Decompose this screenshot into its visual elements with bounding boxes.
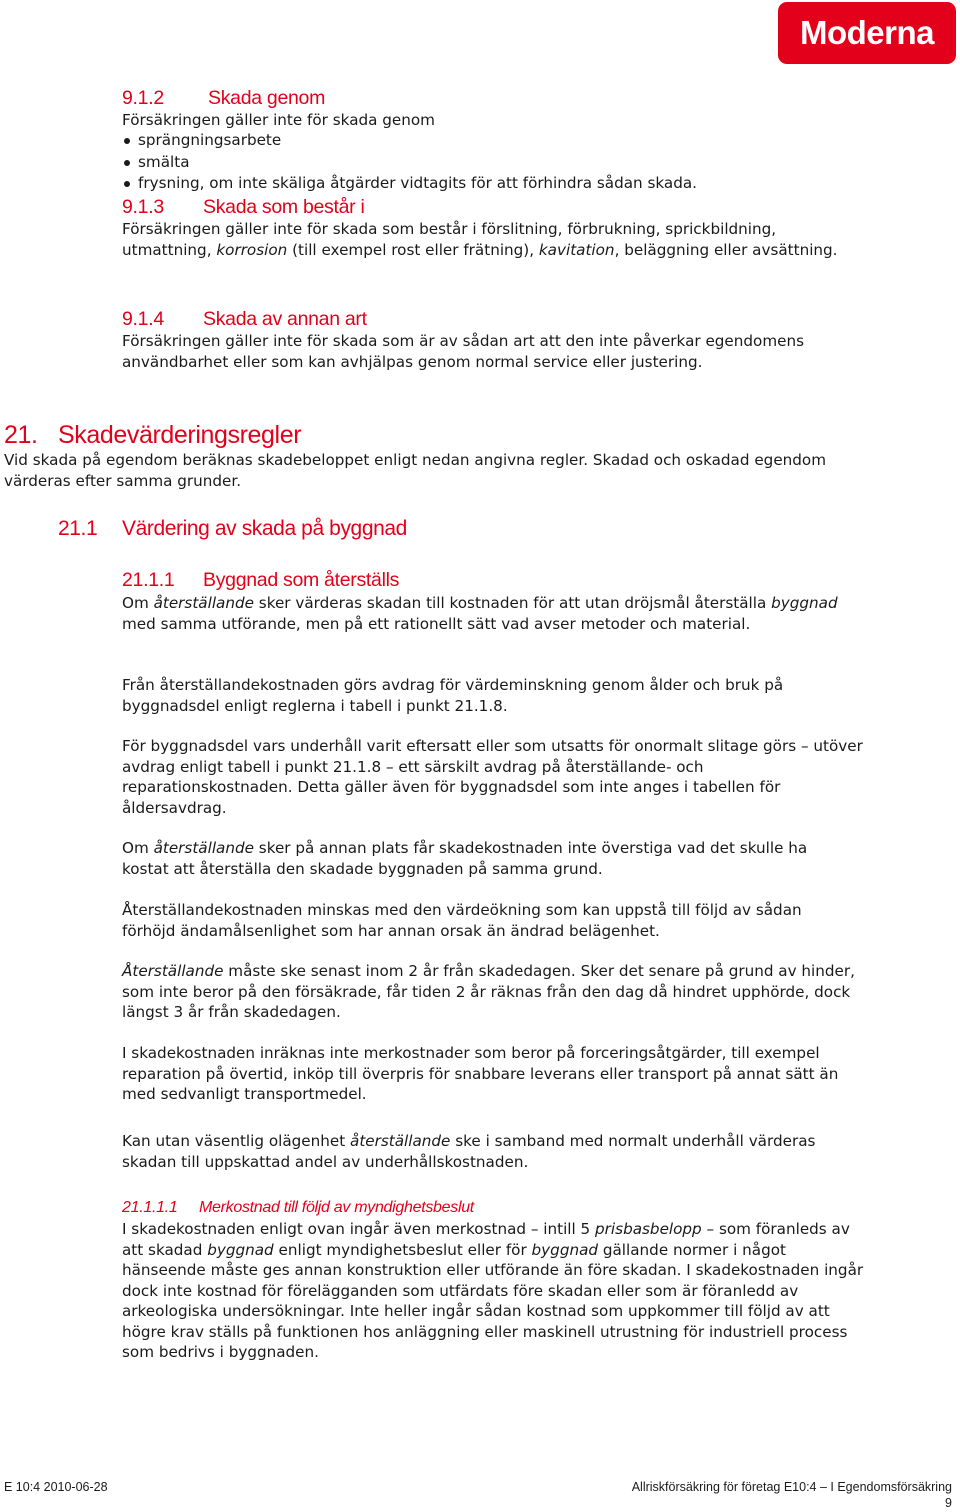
section-9-1-4-text: Försäkringen gäller inte för skada som är av sådan art att den inte påverkar egendomens användbarhet eller som kan avhjälpas genom normal service eller justering. [122, 332, 805, 371]
heading-9-1-3 [122, 195, 365, 219]
heading-number: 21.1 [58, 517, 98, 540]
heading-number: 9.1.4 [122, 308, 164, 330]
paragraph: I skadekostnaden inräknas inte merkostnader som beror på forceringsåtgärder, till exempel reparation på övertid, inköp till överpris för snabbare leverans eller transport på annat sätt än med sedvanligt transportmedel. [122, 1044, 839, 1103]
heading-title: Skada som består i [203, 196, 365, 218]
heading-21-1 [58, 516, 407, 542]
footer-document-title: Allriskförsäkring för företag E10:4 – I Egendomsförsäkring [631, 1480, 952, 1494]
exclusion-list [122, 130, 697, 195]
section-21-text: Vid skada på egendom beräknas skadebeloppet enligt nedan angivna regler. Skadad och oskadad egendom värderas efter samma grunder. [4, 451, 827, 490]
moderna-logo: Moderna [778, 2, 956, 64]
heading-title: Värdering av skada på byggnad [122, 517, 407, 540]
paragraph: Återställande måste ske senast inom 2 år från skadedagen. Sker det senare på grund av hinder, som inte beror på den försäkrade, får tiden 2 år räknas från den dag då hindret upphörde, dock längst 3 år från skadedagen. [122, 962, 855, 1021]
section-9-1-3-text: Försäkringen gäller inte för skada som består i förslitning, förbrukning, sprickbildning, utmattning, korrosion (till exempel rost eller frätning), kavitation, beläggning eller avsättning. [122, 220, 838, 259]
heading-9-1-4 [122, 307, 367, 331]
paragraph: Kan utan väsentlig olägenhet återställande ske i samband med normalt underhåll värderas skadan till uppskattad andel av underhållskostnaden. [122, 1132, 816, 1171]
heading-title: Byggnad som återställs [203, 569, 400, 591]
heading-number: 21. [4, 421, 38, 449]
heading-number: 9.1.2 [122, 87, 164, 109]
heading-21 [4, 420, 301, 450]
term-korrosion: korrosion [216, 240, 288, 259]
heading-number: 21.1.1.1 [122, 1199, 178, 1216]
heading-9-1-2 [122, 86, 325, 110]
term-kavitation: kavitation [538, 240, 615, 259]
heading-21-1-1 [122, 568, 399, 592]
heading-title: Skadevärderingsregler [58, 421, 302, 449]
paragraph: För byggnadsdel vars underhåll varit eftersatt eller som utsatts för onormalt slitage görs – utöver avdrag enligt tabell i punkt 21.1.8 – ett särskilt avdrag på återställande- och reparationskostnaden. Detta gäller även för byggnadsdel som inte anges i tabellen för åldersavdrag. [122, 737, 863, 817]
heading-21-1-1-1 [122, 1198, 474, 1218]
list-item: frysning, om inte skäliga åtgärder vidtagits för att förhindra sådan skada. [122, 173, 697, 195]
list-item: sprängningsarbete [122, 130, 697, 152]
paragraph: I skadekostnaden enligt ovan ingår även merkostnad – intill 5 prisbasbelopp – som föranleds av att skadad byggnad enligt myndighetsbeslut eller för byggnad gällande normer i något hänseende måste ges annan konstruktion eller utförande än före skadan. I skadekostnaden ingår dock inte kostnad för förelägganden som utfärdats före skadan eller som är föranledd av arkeologiska undersökningar. Inte heller ingår sådan kostnad som uppkommer till följd av att högre krav ställs på funktionen hos anläggning eller maskinell utrustning för industriell process som bedrivs i byggnaden. [122, 1220, 864, 1361]
paragraph: Från återställandekostnaden görs avdrag för värdeminskning genom ålder och bruk på byggnadsdel enligt reglerna i tabell i punkt 21.1.8. [122, 676, 784, 715]
heading-title: Merkostnad till följd av myndighetsbeslut [199, 1199, 474, 1216]
section-9-1-2-intro: Försäkringen gäller inte för skada genom [122, 111, 435, 129]
heading-number: 9.1.3 [122, 196, 164, 218]
page-number: 9 [945, 1496, 952, 1510]
heading-title: Skada av annan art [203, 308, 367, 330]
heading-number: 21.1.1 [122, 569, 175, 591]
heading-title: Skada genom [208, 87, 326, 109]
paragraph: Om återställande sker värderas skadan till kostnaden för att utan dröjsmål återställa byggnad med samma utförande, men på ett rationellt sätt vad avser metoder och material. [122, 594, 838, 633]
paragraph: Återställandekostnaden minskas med den värdeökning som kan uppstå till följd av sådan förhöjd ändamålsenlighet som har annan orsak än ändrad belägenhet. [122, 901, 802, 940]
footer-document-code: E 10:4 2010-06-28 [4, 1480, 108, 1494]
paragraph: Om återställande sker på annan plats får skadekostnaden inte överstiga vad det skulle ha kostat att återställa den skadade byggnaden på samma grund. [122, 839, 808, 878]
list-item: smälta [122, 152, 697, 174]
